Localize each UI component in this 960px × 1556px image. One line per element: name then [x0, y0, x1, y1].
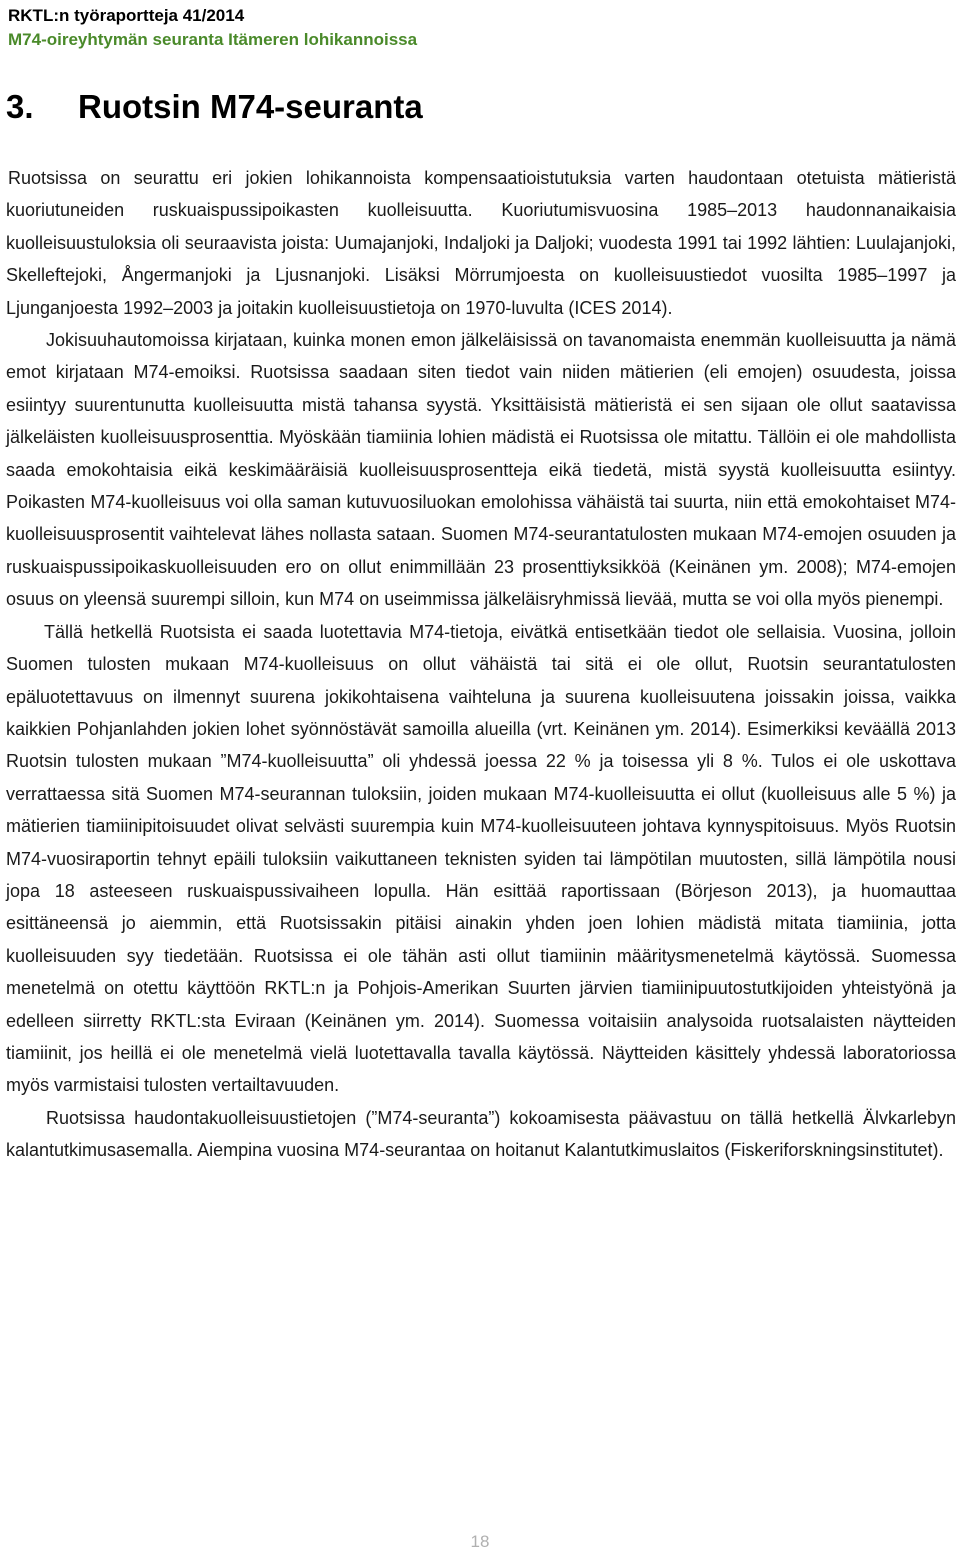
section-title: Ruotsin M74-seuranta	[78, 88, 423, 125]
paragraph: Tällä hetkellä Ruotsista ei saada luotettavia M74-tietoja, eivätkä entisetkään tiedot ole sellaisia. Vuosina, jolloin Suomen tulosten mukaan M74-kuolleisuus on ollut vähäistä tai sitä ei ole ollut, Ruotsin seurantatulosten epäluotettavuus on ilmennyt suurena jokikohtaisena vaihteluna ja suurena kuolleisuutena joissakin joissa, vaikka kaikkien Pohjanlahden jokien lohet syönnöstävät samoilla alueilla (vrt. Keinänen ym. 2014). Esimerkiksi keväällä 2013 Ruotsin tulosten mukaan ”M74-kuolleisuutta” oli yhdessä joessa 22 % ja toisessa yli 8 %. Tulos ei ole uskottava verrattaessa sitä Suomen M74-seurannan tuloksiin, joiden mukaan M74-kuolleisuutta ei ollut (kuolleisuus alle 5 %) ja mätierien tiamiinipitoisuudet olivat selvästi suurempia kuin M74-kuolleisuuteen johtava kynnyspitoisuus. Myös Ruotsin M74-vuosiraportin tehnyt epäili tuloksiin vaikuttaneen teknisten syiden tai lämpötilan muutosten, sillä lämpötila nousi jopa 18 asteeseen ruskuaispussivaiheen lopulla. Hän esittää raportissaan (Börjeson 2013), ja huomauttaa esittäneensä jo aiemmin, että Ruotsissakin pitäisi ainakin yhden joen lohien mädistä mitata tiamiinia, jotta kuolleisuuden syy tiedetään. Ruotsissa ei ole tähän asti ollut tiamiinin määritysmenetelmä käytössä. Suomessa menetelmä on otettu käyttöön RKTL:n ja Pohjois-Amerikan Suurten järvien tiamiinipuutostutkijoiden yhteistyönä ja edelleen siirretty RKTL:sta Eviraan (Keinänen ym. 2014). Suomessa voitaisiin analysoida ruotsalaisten näytteiden tiamiinit, jos heillä ei ole menetelmä vielä luotettavalla tavalla käytössä. Näytteiden käsittely yhdessä laboratoriossa myös varmistaisi tulosten vertailtavuuden.	[6, 621, 956, 1096]
section-heading	[6, 88, 423, 126]
report-title: M74-oireyhtymän seuranta Itämeren lohikannoissa	[8, 30, 418, 49]
running-header	[8, 4, 417, 52]
report-series: RKTL:n työraportteja 41/2014	[8, 6, 245, 25]
paragraph: Ruotsissa on seurattu eri jokien lohikannoista kompensaatioistutuksia varten haudontaan otetuista mätieristä kuoriutuneiden ruskuaispussipoikasten kuolleisuutta. Kuoriutumisvuosina 1985–2013 haudonnanaikaisia kuolleisuustuloksia oli seuraavista joista: Uumajanjoki, Indaljoki ja Daljoki; vuodesta 1991 tai 1992 lähtien: Luulajanjoki, Skelleftejoki, Ångermanjoki ja Ljusnanjoki. Lisäksi Mörrumjoesta on kuolleisuustiedot vuosilta 1985–1997 ja Ljunganjoesta 1992–2003 ja joitakin kuolleisuustietoja on 1970-luvulta (ICES 2014).	[6, 168, 956, 318]
paragraph: Ruotsissa haudontakuolleisuustietojen (”M74-seuranta”) kokoamisesta päävastuu on tällä hetkellä Älvkarlebyn kalantutkimusasemalla. Aiempina vuosina M74-seurantaa on hoitanut Kalantutkimuslaitos (Fiskeriforskningsinstitutet).	[6, 1107, 956, 1161]
page-number: 18	[470, 1532, 490, 1551]
paragraph: Jokisuuhautomoissa kirjataan, kuinka monen emon jälkeläisissä on tavanomaista enemmän kuolleisuutta ja nämä emot kirjataan M74-emoiksi. Ruotsissa saadaan siten tiedot vain niiden mätierien (eli emojen) osuudesta, joissa esiintyy suurentunutta kuolleisuutta mistä tahansa syystä. Yksittäisistä mätieristä ei sen sijaan ole ollut saatavissa jälkeläisten kuolleisuusprosenttia. Myöskään tiamiinia lohien mädistä ei Ruotsissa ole mitattu. Tällöin ei ole mahdollista saada emokohtaisia eikä keskimääräisiä kuolleisuusprosentteja eikä tiedetä, mistä syystä kuolleisuutta esiintyy. Poikasten M74-kuolleisuus voi olla saman kutuvuosiluokan emolohissa vähäistä tai suurta, niin että emokohtaiset M74-kuolleisuusprosentit vaihtelevat lähes nollasta sataan. Suomen M74-seurantatulosten mukaan M74-emojen osuuden ja ruskuaispussipoikaskuolleisuuden ero on ollut enimmillään 23 prosenttiyksikköä (Keinänen ym. 2008); M74-emojen osuus on yleensä suurempi silloin, kun M74 on useimmissa jälkeläisryhmissä lievää, mutta se voi olla myös pienempi.	[6, 330, 956, 610]
section-number: 3.	[6, 88, 34, 125]
body-text	[6, 162, 956, 1167]
